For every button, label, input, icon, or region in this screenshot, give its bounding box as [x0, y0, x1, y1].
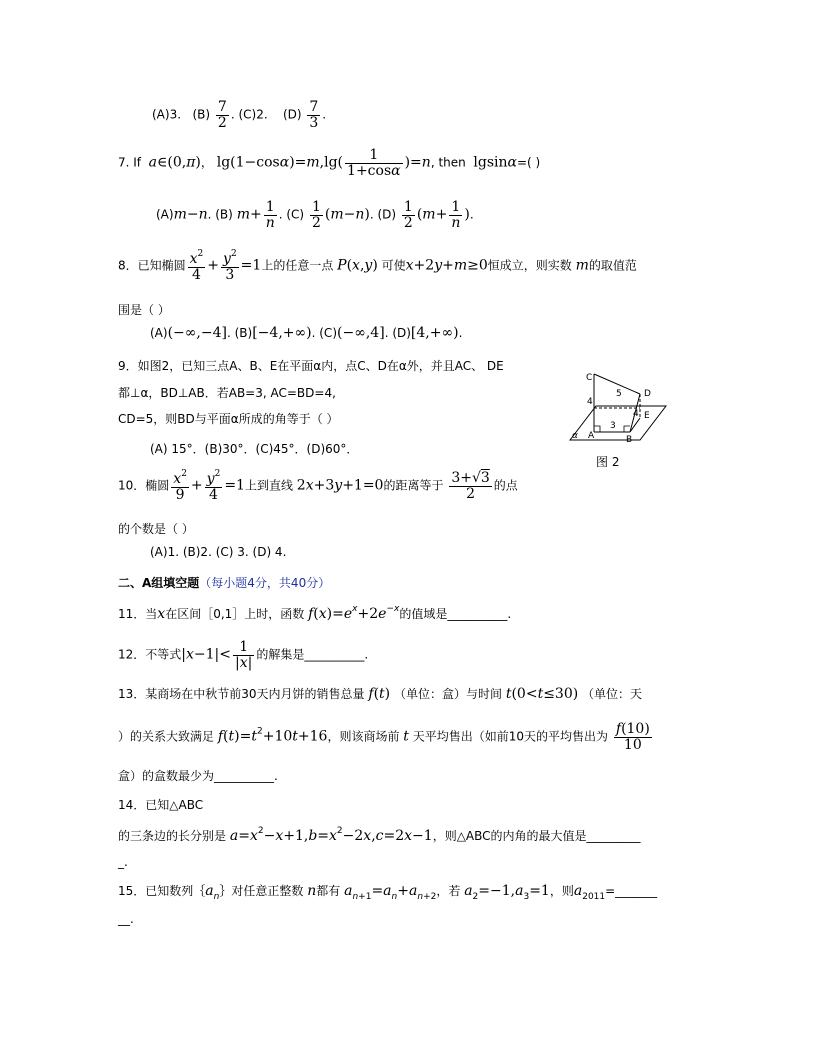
question-9-line3: CD=5，则BD与平面α所成的角等于（ ） — [118, 412, 339, 426]
label-b: B — [626, 435, 633, 445]
question-14-line1: 14．已知△ABC — [118, 798, 204, 812]
question-13-line3: 盒）的盒数最少为__________. — [118, 769, 278, 783]
question-8: 8．已知椭圆 $\frac{x^2}{4}$ + $\frac{y^2}{3}$ =1上的任意一点 P(x,y) 可使x+2y+m≥0恒成立，则实数 m的取值范 — [118, 249, 637, 283]
question-11: 11．当x在区间［0,1］上时，函数 $f(x)=e^x+2e^{-x}$的值域是__________. — [118, 604, 512, 622]
label-3: 3 — [610, 421, 616, 431]
figure-caption: 图 2 — [596, 455, 620, 469]
q8-options: (A)(−∞,−4]. (B)[−4,+∞). (C)(−∞,4]. (D)[4,+∞). — [150, 325, 463, 341]
label-a: A — [588, 431, 595, 441]
question-14-line2: 的三条边的长分别是 $a=x^2-x+1,b=x^2-2x,c=2x-1$，则△ABC的内角的最大值是_________ — [118, 826, 641, 844]
q9-options: (A) 15°．(B)30°．(C)45°．(D)60°． — [150, 442, 359, 456]
question-10-line2: 的个数是（ ） — [118, 522, 194, 536]
question-15: 15．已知数列$\{a_n\}$对任意正整数 n都有 $a_{n+1}=a_n+a_{n+2}$，若 $a_2=-1,a_3=1$，则$a_{2011}=\_\_\_\_\_\_\_$ — [118, 883, 658, 902]
question-13-line2: ）的关系大致满足 $f(t)=t^2+10t+16$，则该商场前 t 天平均售出（如前10天的平均售出为 $\frac{f(10)}{10}$ — [118, 721, 650, 753]
label-5: 5 — [616, 389, 622, 399]
question-9-line2: 都⊥α，BD⊥AB．若AB=3, AC=BD=4, — [118, 386, 336, 400]
label-4-right: 4 — [633, 409, 639, 419]
question-8-line2: 围是（ ） — [118, 303, 170, 317]
q7-options: (A)m−n. (B) m+ $\frac{1}{n}$ . (C) $\frac{1}{2}$ (m−n). (D) $\frac{1}{2}$ (m+ $\frac{1}{n}$ ). — [156, 199, 474, 231]
svg-text:α: α — [572, 431, 578, 441]
section-2-heading: 二、A组填空题（每小题4分，共40分） — [118, 576, 331, 590]
question-14-line3: _. — [118, 855, 128, 869]
question-10: 10．椭圆 $\frac{x^2}{9}$ + $\frac{y^2}{4}$ =1上到直线 2x+3y+1=0的距离等于 $\frac{3+√3}{2}$ 的点 — [118, 469, 518, 503]
question-15-line2: __. — [118, 912, 134, 926]
label-c: C — [586, 373, 593, 383]
q6-options: (A)3. (B) $\frac{7}{2}$ . (C)2. (D) $\frac{7}{3}$ . — [152, 99, 327, 131]
label-e: E — [644, 411, 650, 421]
q10-options: (A)1. (B)2. (C) 3. (D) 4. — [150, 545, 287, 559]
question-9-line1: 9．如图2，已知三点A、B、E在平面α内，点C、D在α外，并且AC、 DE — [118, 359, 504, 373]
label-d: D — [644, 389, 651, 399]
label-4-left: 4 — [587, 397, 593, 407]
question-7: 7. If a∈(0,π)， lg(1−cosα)=m,lg( $\frac{1}{1+\cos\alpha}$ )=n, then lgsinα=( ) — [118, 147, 541, 179]
question-12: 12．不等式|x−1|< $\frac{1}{|x|}$ 的解集是__________. — [118, 639, 369, 671]
question-13: 13．某商场在中秋节前30天内月饼的销售总量 f(t) （单位：盒）与时间 t(0<t≤30) （单位：天 — [118, 686, 643, 702]
